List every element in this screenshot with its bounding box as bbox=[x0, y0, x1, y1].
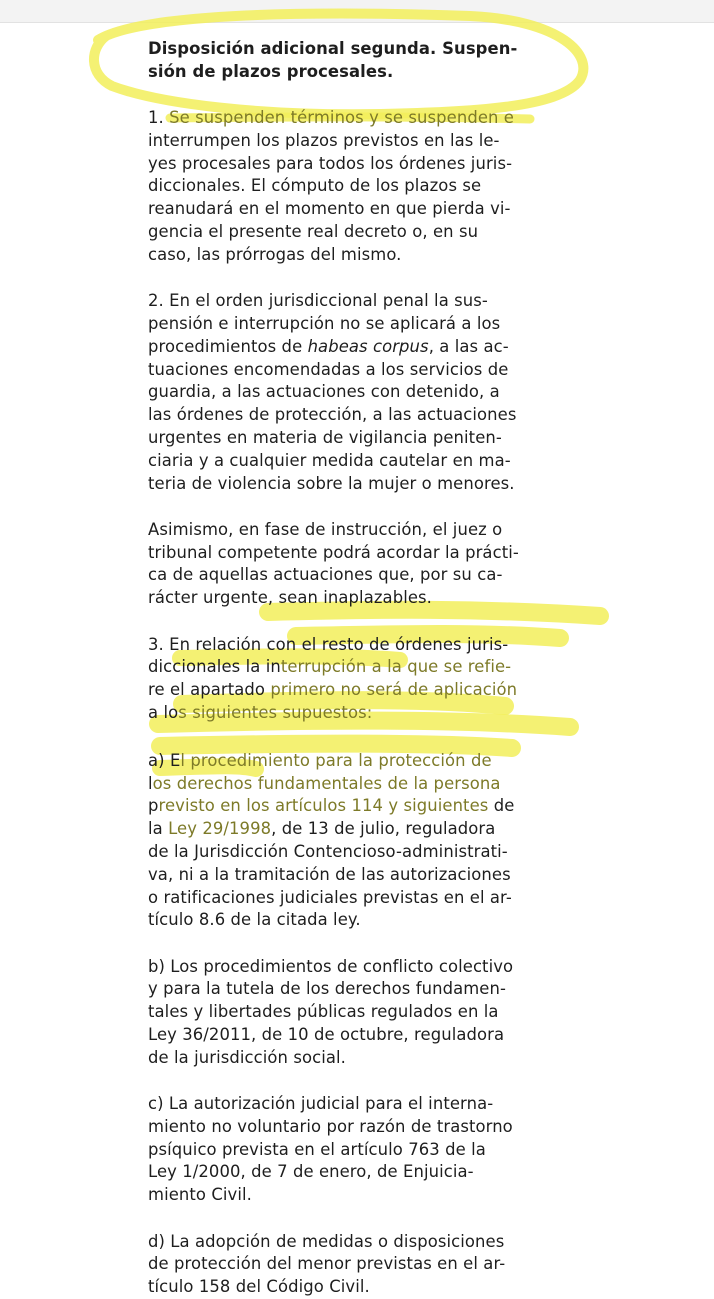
highlighted-text: terrupción a la que se refie- bbox=[280, 657, 512, 677]
text-line: caso, las prórrogas del mismo. bbox=[148, 244, 402, 264]
text-line: 3. En relación con el resto de órdenes juris- bbox=[148, 634, 509, 654]
text-line: c) La autorización judicial para el interna- bbox=[148, 1094, 494, 1114]
heading-line: Disposición adicional segunda. Suspen- bbox=[148, 39, 518, 58]
text-span: diccionales la in bbox=[148, 657, 281, 677]
text-line: ca de aquellas actuaciones que, por su ca- bbox=[148, 565, 503, 585]
text-line: tículo 158 del Código Civil. bbox=[148, 1277, 370, 1297]
text-line: guardia, a las actuaciones con detenido, a bbox=[148, 382, 500, 402]
text-line: tículo 8.6 de la citada ley. bbox=[148, 910, 361, 930]
text-span: , de 13 de julio, reguladora bbox=[271, 819, 496, 839]
text-line: 2. En el orden jurisdiccional penal la sus- bbox=[148, 291, 488, 311]
text-line: miento Civil. bbox=[148, 1185, 252, 1205]
text-line: Ley 36/2011, de 10 de octubre, reguladora bbox=[148, 1024, 505, 1044]
highlighted-text: os derechos fundamentales de la persona bbox=[152, 773, 501, 793]
text-line: psíquico prevista en el artículo 763 de la bbox=[148, 1139, 486, 1159]
text-line: de protección del menor previstas en el ar- bbox=[148, 1254, 506, 1274]
paragraph-a bbox=[148, 750, 538, 932]
text-span: re el apartado bbox=[148, 680, 271, 700]
text-line: ciaria y a cualquier medida cautelar en ma- bbox=[148, 450, 511, 470]
text-line: o ratificaciones judiciales previstas en el ar- bbox=[148, 887, 512, 907]
text-line: teria de violencia sobre la mujer o menores. bbox=[148, 473, 515, 493]
text-span: a lo bbox=[148, 702, 179, 722]
text-line: tuaciones encomendadas a los servicios de bbox=[148, 359, 509, 379]
text-line: interrumpen los plazos previstos en las le- bbox=[148, 130, 500, 150]
text-line: las órdenes de protección, a las actuaciones bbox=[148, 405, 517, 425]
text-line: d) La adopción de medidas o disposiciones bbox=[148, 1231, 505, 1251]
text-span: de bbox=[488, 796, 515, 816]
paragraph-c bbox=[148, 1093, 538, 1207]
highlighted-text: s siguientes supuestos: bbox=[178, 702, 373, 722]
highlighted-text: l procedimiento para la protección de bbox=[180, 750, 492, 770]
paragraph-4 bbox=[148, 634, 538, 725]
paragraph-3 bbox=[148, 519, 538, 610]
text-line: urgentes en materia de vigilancia peniten- bbox=[148, 427, 502, 447]
text-line: de la Jurisdicción Contencioso-administrati- bbox=[148, 841, 508, 861]
text-line: pensión e interrupción no se aplicará a los bbox=[148, 313, 501, 333]
text-span: , a las ac- bbox=[428, 336, 509, 356]
text-span: la bbox=[148, 819, 169, 839]
paragraph-number: 1. bbox=[148, 108, 170, 128]
viewer-top-bar bbox=[0, 0, 714, 23]
text-line: va, ni a la tramitación de las autorizaciones bbox=[148, 864, 511, 884]
highlighted-text: Se suspenden términos y se suspenden e bbox=[169, 108, 514, 128]
text-line: reanudará en el momento en que pierda vi- bbox=[148, 199, 511, 219]
text-span: a) E bbox=[148, 750, 181, 770]
text-line: miento no voluntario por razón de trastorno bbox=[148, 1116, 513, 1136]
text-line: b) Los procedimientos de conflicto colectivo bbox=[148, 956, 514, 976]
highlighted-text: revisto en los artículos 114 y siguientes bbox=[158, 796, 489, 816]
text-span: procedimientos de bbox=[148, 336, 308, 356]
highlighted-text: Ley 29/1998 bbox=[168, 819, 272, 839]
text-line: Ley 1/2000, de 7 de enero, de Enjuicia- bbox=[148, 1162, 474, 1182]
italic-term: habeas corpus bbox=[307, 336, 429, 356]
text-line: tribunal competente podrá acordar la prácti- bbox=[148, 542, 519, 562]
text-line: rácter urgente, sean inaplazables. bbox=[148, 588, 432, 608]
text-line: gencia el presente real decreto o, en su bbox=[148, 222, 479, 242]
text-line: diccionales. El cómputo de los plazos se bbox=[148, 176, 482, 196]
text-line: tales y libertades públicas regulados en la bbox=[148, 1002, 499, 1022]
text-line: de la jurisdicción social. bbox=[148, 1047, 346, 1067]
highlighted-text: primero no será de aplicación bbox=[270, 680, 518, 700]
paragraph-b bbox=[148, 956, 538, 1070]
paragraph-1 bbox=[148, 107, 538, 267]
text-line: yes procesales para todos los órdenes juris- bbox=[148, 153, 513, 173]
paragraph-2 bbox=[148, 290, 538, 495]
text-span: l bbox=[148, 773, 153, 793]
document-page bbox=[148, 38, 538, 1299]
text-span: p bbox=[148, 796, 159, 816]
section-heading bbox=[148, 38, 538, 84]
heading-line: sión de plazos procesales. bbox=[148, 61, 394, 81]
text-line: y para la tutela de los derechos fundamen- bbox=[148, 979, 506, 999]
text-line: Asimismo, en fase de instrucción, el juez o bbox=[148, 519, 503, 539]
paragraph-d bbox=[148, 1231, 538, 1299]
